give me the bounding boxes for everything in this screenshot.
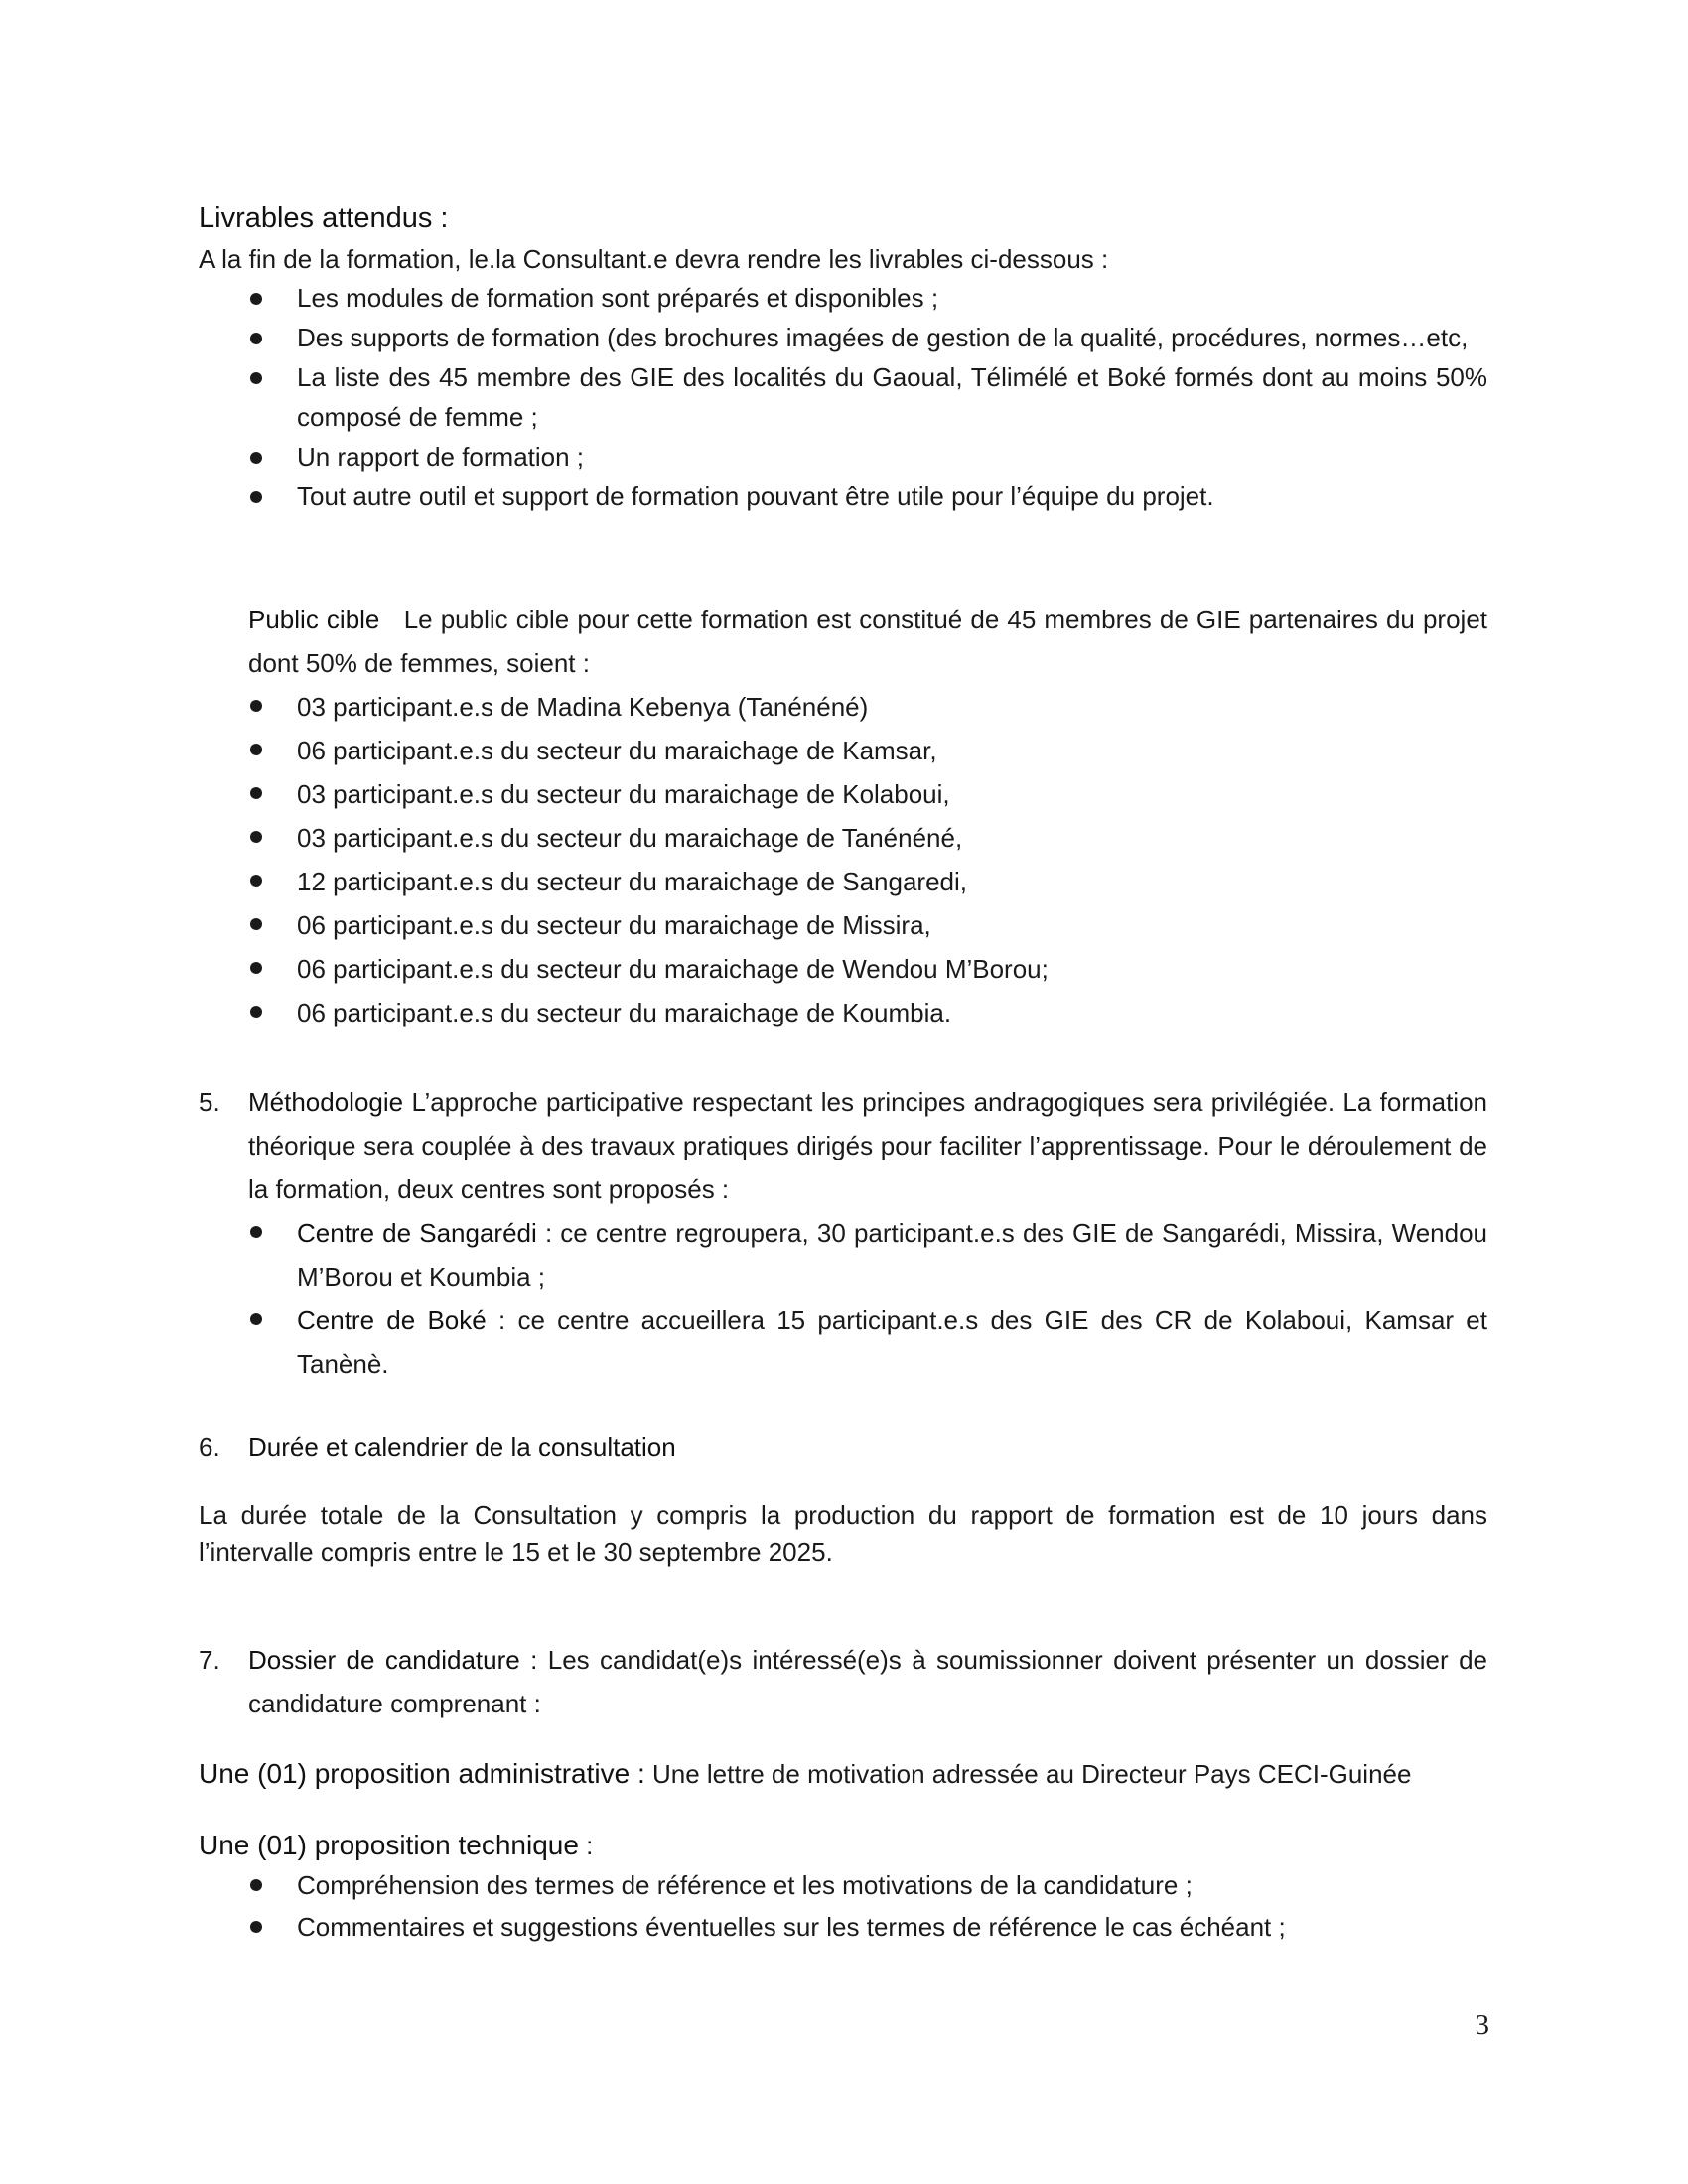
bullet-icon bbox=[250, 333, 262, 344]
list-item: Les modules de formation sont préparés et disponibles ; bbox=[199, 278, 1487, 318]
duree-heading-block bbox=[199, 1428, 1487, 1468]
section-number: 5. bbox=[199, 1087, 220, 1117]
bullet-icon bbox=[250, 1313, 262, 1325]
list-item: 06 participant.e.s du secteur du maraichage de Koumbia. bbox=[199, 991, 1487, 1034]
bullet-icon bbox=[250, 293, 262, 305]
livrables-list bbox=[199, 278, 1487, 516]
list-item: 06 participant.e.s du secteur du maraichage de Missira, bbox=[199, 903, 1487, 947]
bullet-icon bbox=[250, 744, 262, 755]
bullet-icon bbox=[250, 1879, 262, 1891]
bullet-icon bbox=[250, 1921, 262, 1933]
bullet-icon bbox=[250, 831, 262, 843]
bullet-icon bbox=[250, 962, 262, 974]
bullet-icon bbox=[250, 700, 262, 712]
bullet-icon bbox=[250, 491, 262, 503]
bullet-icon bbox=[250, 787, 262, 799]
proposition-tech: Une (01) proposition technique : bbox=[199, 1830, 594, 1860]
section-number: 6. bbox=[199, 1433, 220, 1462]
list-item: Compréhension des termes de référence et les motivations de la candidature ; bbox=[199, 1864, 1487, 1906]
participants-list bbox=[199, 685, 1487, 1034]
duree-text: La durée totale de la Consultation y compris la production du rapport de formation est de 10 jours dans l’intervalle compris entre le 15 et le 30 septembre 2025. bbox=[199, 1500, 1487, 1567]
bullet-icon bbox=[250, 875, 262, 887]
list-item: 03 participant.e.s du secteur du maraichage de Tanénéné, bbox=[199, 816, 1487, 860]
list-item: Commentaires et suggestions éventuelles sur les termes de référence le cas échéant ; bbox=[199, 1906, 1487, 1948]
centre-name: Centre de Sangarédi bbox=[297, 1218, 537, 1248]
list-item: Centre de Boké : ce centre accueillera 15 participant.e.s des GIE des CR de Kolaboui, Kamsar et Tanènè. bbox=[199, 1298, 1487, 1386]
bullet-icon bbox=[250, 372, 262, 384]
list-item: Centre de Sangarédi : ce centre regroupera, 30 participant.e.s des GIE de Sangarédi, Missira, Wendou M’Borou et Koumbia ; bbox=[199, 1211, 1487, 1298]
list-item: 06 participant.e.s du secteur du maraichage de Kamsar, bbox=[199, 729, 1487, 772]
livrables-heading: Livrables attendus : bbox=[199, 203, 449, 234]
livrables-list-wrap bbox=[199, 278, 1487, 516]
bullet-icon bbox=[250, 1006, 262, 1018]
proposition-tech-block bbox=[199, 1827, 1487, 1948]
proposition-tech-label: Une (01) proposition technique bbox=[199, 1830, 579, 1860]
dossier-label: Dossier de candidature : bbox=[248, 1645, 538, 1675]
dossier-section bbox=[199, 1638, 1487, 1725]
centre-name: Centre de Boké bbox=[297, 1305, 487, 1335]
methodologie-label: Méthodologie bbox=[248, 1087, 404, 1117]
centres-list bbox=[199, 1211, 1487, 1386]
proposition-admin-label: Une (01) proposition administrative : bbox=[199, 1758, 645, 1789]
section-number: 7. bbox=[199, 1645, 220, 1675]
bullet-icon bbox=[250, 1226, 262, 1238]
list-item: 06 participant.e.s du secteur du maraichage de Wendou M’Borou; bbox=[199, 947, 1487, 991]
proposition-admin-block bbox=[199, 1753, 1487, 1795]
dossier-paragraph: 7. Dossier de candidature : Les candidat(e)s intéressé(e)s à soumissionner doivent présenter un dossier de candidature comprenant : bbox=[199, 1638, 1487, 1725]
livrables-intro: A la fin de la formation, le.la Consultant.e devra rendre les livrables ci-dessous : bbox=[199, 244, 1109, 274]
livrables-section bbox=[199, 199, 1487, 280]
methodologie-section bbox=[199, 1080, 1487, 1386]
list-item: 03 participant.e.s du secteur du maraichage de Kolaboui, bbox=[199, 772, 1487, 816]
methodologie-paragraph bbox=[199, 1080, 1487, 1211]
list-item: Un rapport de formation ; bbox=[199, 437, 1487, 477]
methodologie-text: L’approche participative respectant les principes andragogiques sera privilégiée. La formation théorique sera couplée à des travaux pratiques dirigés pour faciliter l’apprentissage. Pour le déroulement de la formation, deux centres sont proposés : bbox=[248, 1087, 1487, 1204]
list-item: 12 participant.e.s du secteur du maraichage de Sangaredi, bbox=[199, 860, 1487, 903]
proposition-admin: Une (01) proposition administrative : Une lettre de motivation adressée au Directeur Pays CECI-Guinée bbox=[199, 1758, 1412, 1789]
list-item: Des supports de formation (des brochures imagées de gestion de la qualité, procédures, normes…etc, bbox=[199, 318, 1487, 357]
bullet-icon bbox=[250, 452, 262, 464]
public-cible-section bbox=[199, 598, 1487, 1034]
list-item: La liste des 45 membre des GIE des localités du Gaoual, Télimélé et Boké formés dont au moins 50% composé de femme ; bbox=[199, 357, 1487, 437]
list-item: 03 participant.e.s de Madina Kebenya (Tanénéné) bbox=[199, 685, 1487, 729]
page-number: 3 bbox=[1475, 2009, 1489, 2041]
list-item: Tout autre outil et support de formation pouvant être utile pour l’équipe du projet. bbox=[199, 477, 1487, 516]
public-cible-label: Public cible bbox=[248, 605, 380, 634]
bullet-icon bbox=[250, 918, 262, 930]
public-cible-paragraph bbox=[199, 598, 1487, 685]
proposition-tech-list bbox=[199, 1864, 1487, 1948]
public-cible-text: Le public cible pour cette formation est constitué de 45 membres de GIE partenaires du projet dont 50% de femmes, soient : bbox=[248, 605, 1488, 678]
duree-heading: 6. Durée et calendrier de la consultation bbox=[199, 1428, 1487, 1468]
duree-section bbox=[199, 1497, 1487, 1570]
